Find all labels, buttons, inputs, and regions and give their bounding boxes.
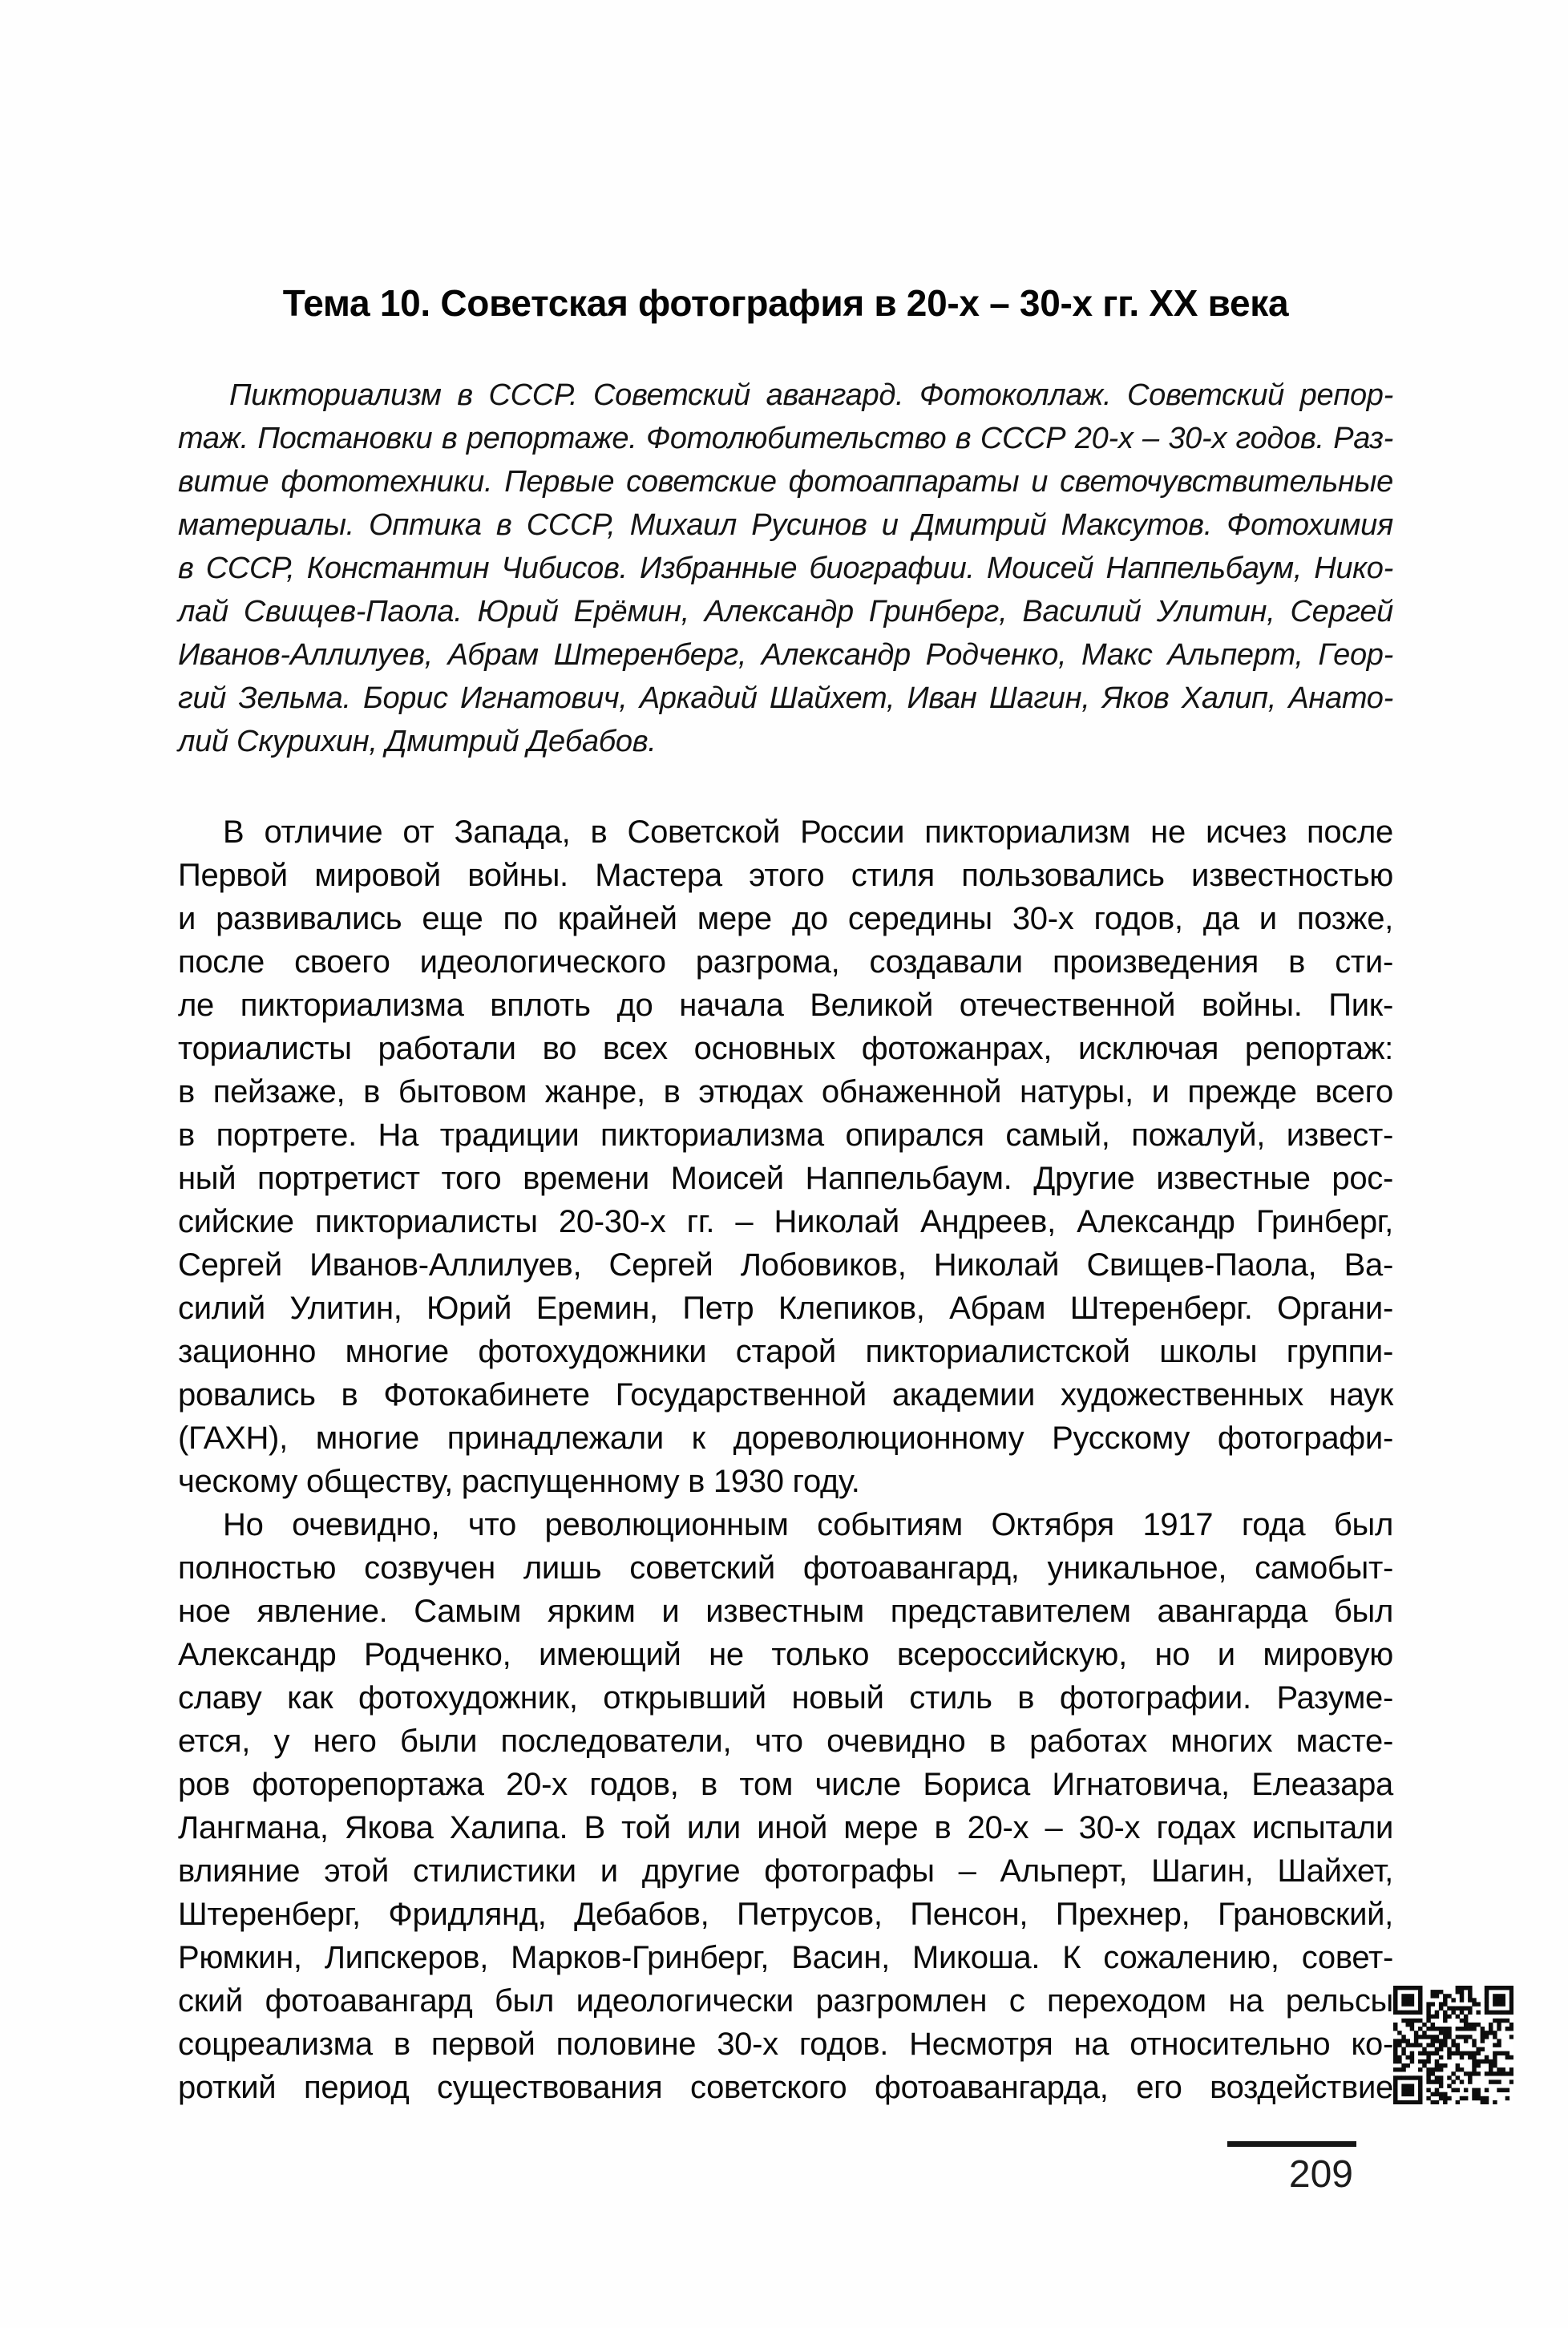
- text-line: сийские пикториалисты 20-30-х гг. – Николай Андреев, Александр Гринберг,: [178, 1204, 1393, 1239]
- text-line: материалы. Оптика в СССР, Михаил Русинов и Дмитрий Максутов. Фотохимия: [178, 508, 1393, 542]
- text-line: Первой мировой войны. Мастера этого стиля пользовались известностью: [178, 858, 1393, 893]
- text-line: Но очевидно, что революционным событиям Октября 1917 года был: [223, 1507, 1393, 1542]
- text-line: Иванов-Аллилуев, Абрам Штеренберг, Александр Родченко, Макс Альперт, Геор-: [178, 638, 1393, 672]
- text-line: в СССР, Константин Чибисов. Избранные биографии. Моисей Наппельбаум, Нико-: [178, 552, 1393, 585]
- text-line: (ГАХН), многие принадлежали к дореволюционному Русскому фотографи-: [178, 1421, 1393, 1456]
- text-line: Сергей Иванов-Аллилуев, Сергей Лобовиков, Николай Свищев-Паола, Ва-: [178, 1247, 1393, 1283]
- text-line: гий Зельма. Борис Игнатович, Аркадий Шайхет, Иван Шагин, Яков Халип, Анато-: [178, 681, 1393, 715]
- text-line: лий Скурихин, Дмитрий Дебабов.: [178, 725, 657, 758]
- text-line: лай Свищев-Паола. Юрий Ерёмин, Александр Гринберг, Василий Улитин, Сергей: [178, 595, 1393, 628]
- text-line: славу как фотохудожник, открывший новый стиль в фотографии. Разуме-: [178, 1680, 1393, 1716]
- qr-code: [1393, 1986, 1513, 2104]
- text-line: полностью созвучен лишь советский фотоавангард, уникальное, самобыт-: [178, 1550, 1393, 1586]
- text-line: ровались в Фотокабинете Государственной академии художественных наук: [178, 1377, 1393, 1413]
- text-line: Штеренберг, Фридлянд, Дебабов, Петрусов, Пенсон, Прехнер, Грановский,: [178, 1897, 1393, 1932]
- text-line: ный портретист того времени Моисей Наппельбаум. Другие известные рос-: [178, 1161, 1393, 1196]
- body-text: [178, 810, 1393, 2109]
- text-line: в портрете. На традиции пикториализма опирался самый, пожалуй, извест-: [178, 1118, 1393, 1153]
- qr-code-image: [1393, 1986, 1513, 2104]
- text-line: ле пикториализма вплоть до начала Великой отечественной войны. Пик-: [178, 988, 1393, 1023]
- text-line: соцреализма в первой половине 30-х годов. Несмотря на относительно ко-: [178, 2027, 1393, 2062]
- text-line: Александр Родченко, имеющий не только всероссийскую, но и мировую: [178, 1637, 1393, 1672]
- text-line: витие фототехники. Первые советские фотоаппараты и светочувствительные: [178, 465, 1393, 499]
- text-line: ное явление. Самым ярким и известным представителем авангарда был: [178, 1594, 1393, 1629]
- text-line: ториалисты работали во всех основных фотожанрах, исключая репортаж:: [178, 1031, 1393, 1066]
- text-line: влияние этой стилистики и другие фотографы – Альперт, Шагин, Шайхет,: [178, 1853, 1393, 1889]
- page-number: 209: [1288, 2153, 1353, 2196]
- text-line: ров фоторепортажа 20-х годов, в том числе Бориса Игнатовича, Елеазара: [178, 1767, 1393, 1802]
- text-line: ский фотоавангард был идеологически разгромлен с переходом на рельсы: [178, 1983, 1393, 2019]
- abstract-paragraph: [178, 374, 1393, 763]
- text-line: Рюмкин, Липскеров, Марков-Гринберг, Васин, Микоша. К сожалению, совет-: [178, 1940, 1393, 1975]
- text-line: после своего идеологического разгрома, создавали произведения в сти-: [178, 944, 1393, 980]
- text-line: ется, у него были последователи, что очевидно в работах многих масте-: [178, 1724, 1393, 1759]
- text-line: роткий период существования советского фотоавангарда, его воздействие: [178, 2070, 1393, 2105]
- text-line: Лангмана, Якова Халипа. В той или иной мере в 20-х – 30-х годах испытали: [178, 1810, 1393, 1845]
- text-line: ческому обществу, распущенному в 1930 году.: [178, 1464, 860, 1499]
- text-line: В отличие от Запада, в Советской России пикториализм не исчез после: [223, 814, 1393, 850]
- text-line: зационно многие фотохудожники старой пикториалистской школы группи-: [178, 1334, 1393, 1369]
- footer-rule: [1227, 2141, 1356, 2147]
- text-line: Пикториализм в СССР. Советский авангард. Фотоколлаж. Советский репор-: [229, 378, 1393, 412]
- text-line: в пейзаже, в бытовом жанре, в этюдах обнаженной натуры, и прежде всего: [178, 1074, 1393, 1109]
- text-line: и развивались еще по крайней мере до середины 30-х годов, да и позже,: [178, 901, 1393, 936]
- text-line: силий Улитин, Юрий Еремин, Петр Клепиков, Абрам Штеренберг. Органи-: [178, 1291, 1393, 1326]
- text-line: таж. Постановки в репортаже. Фотолюбительство в СССР 20-х – 30-х годов. Раз-: [178, 422, 1393, 455]
- page-title: Тема 10. Советская фотография в 20-х – 30-х гг. ХХ века: [282, 282, 1289, 324]
